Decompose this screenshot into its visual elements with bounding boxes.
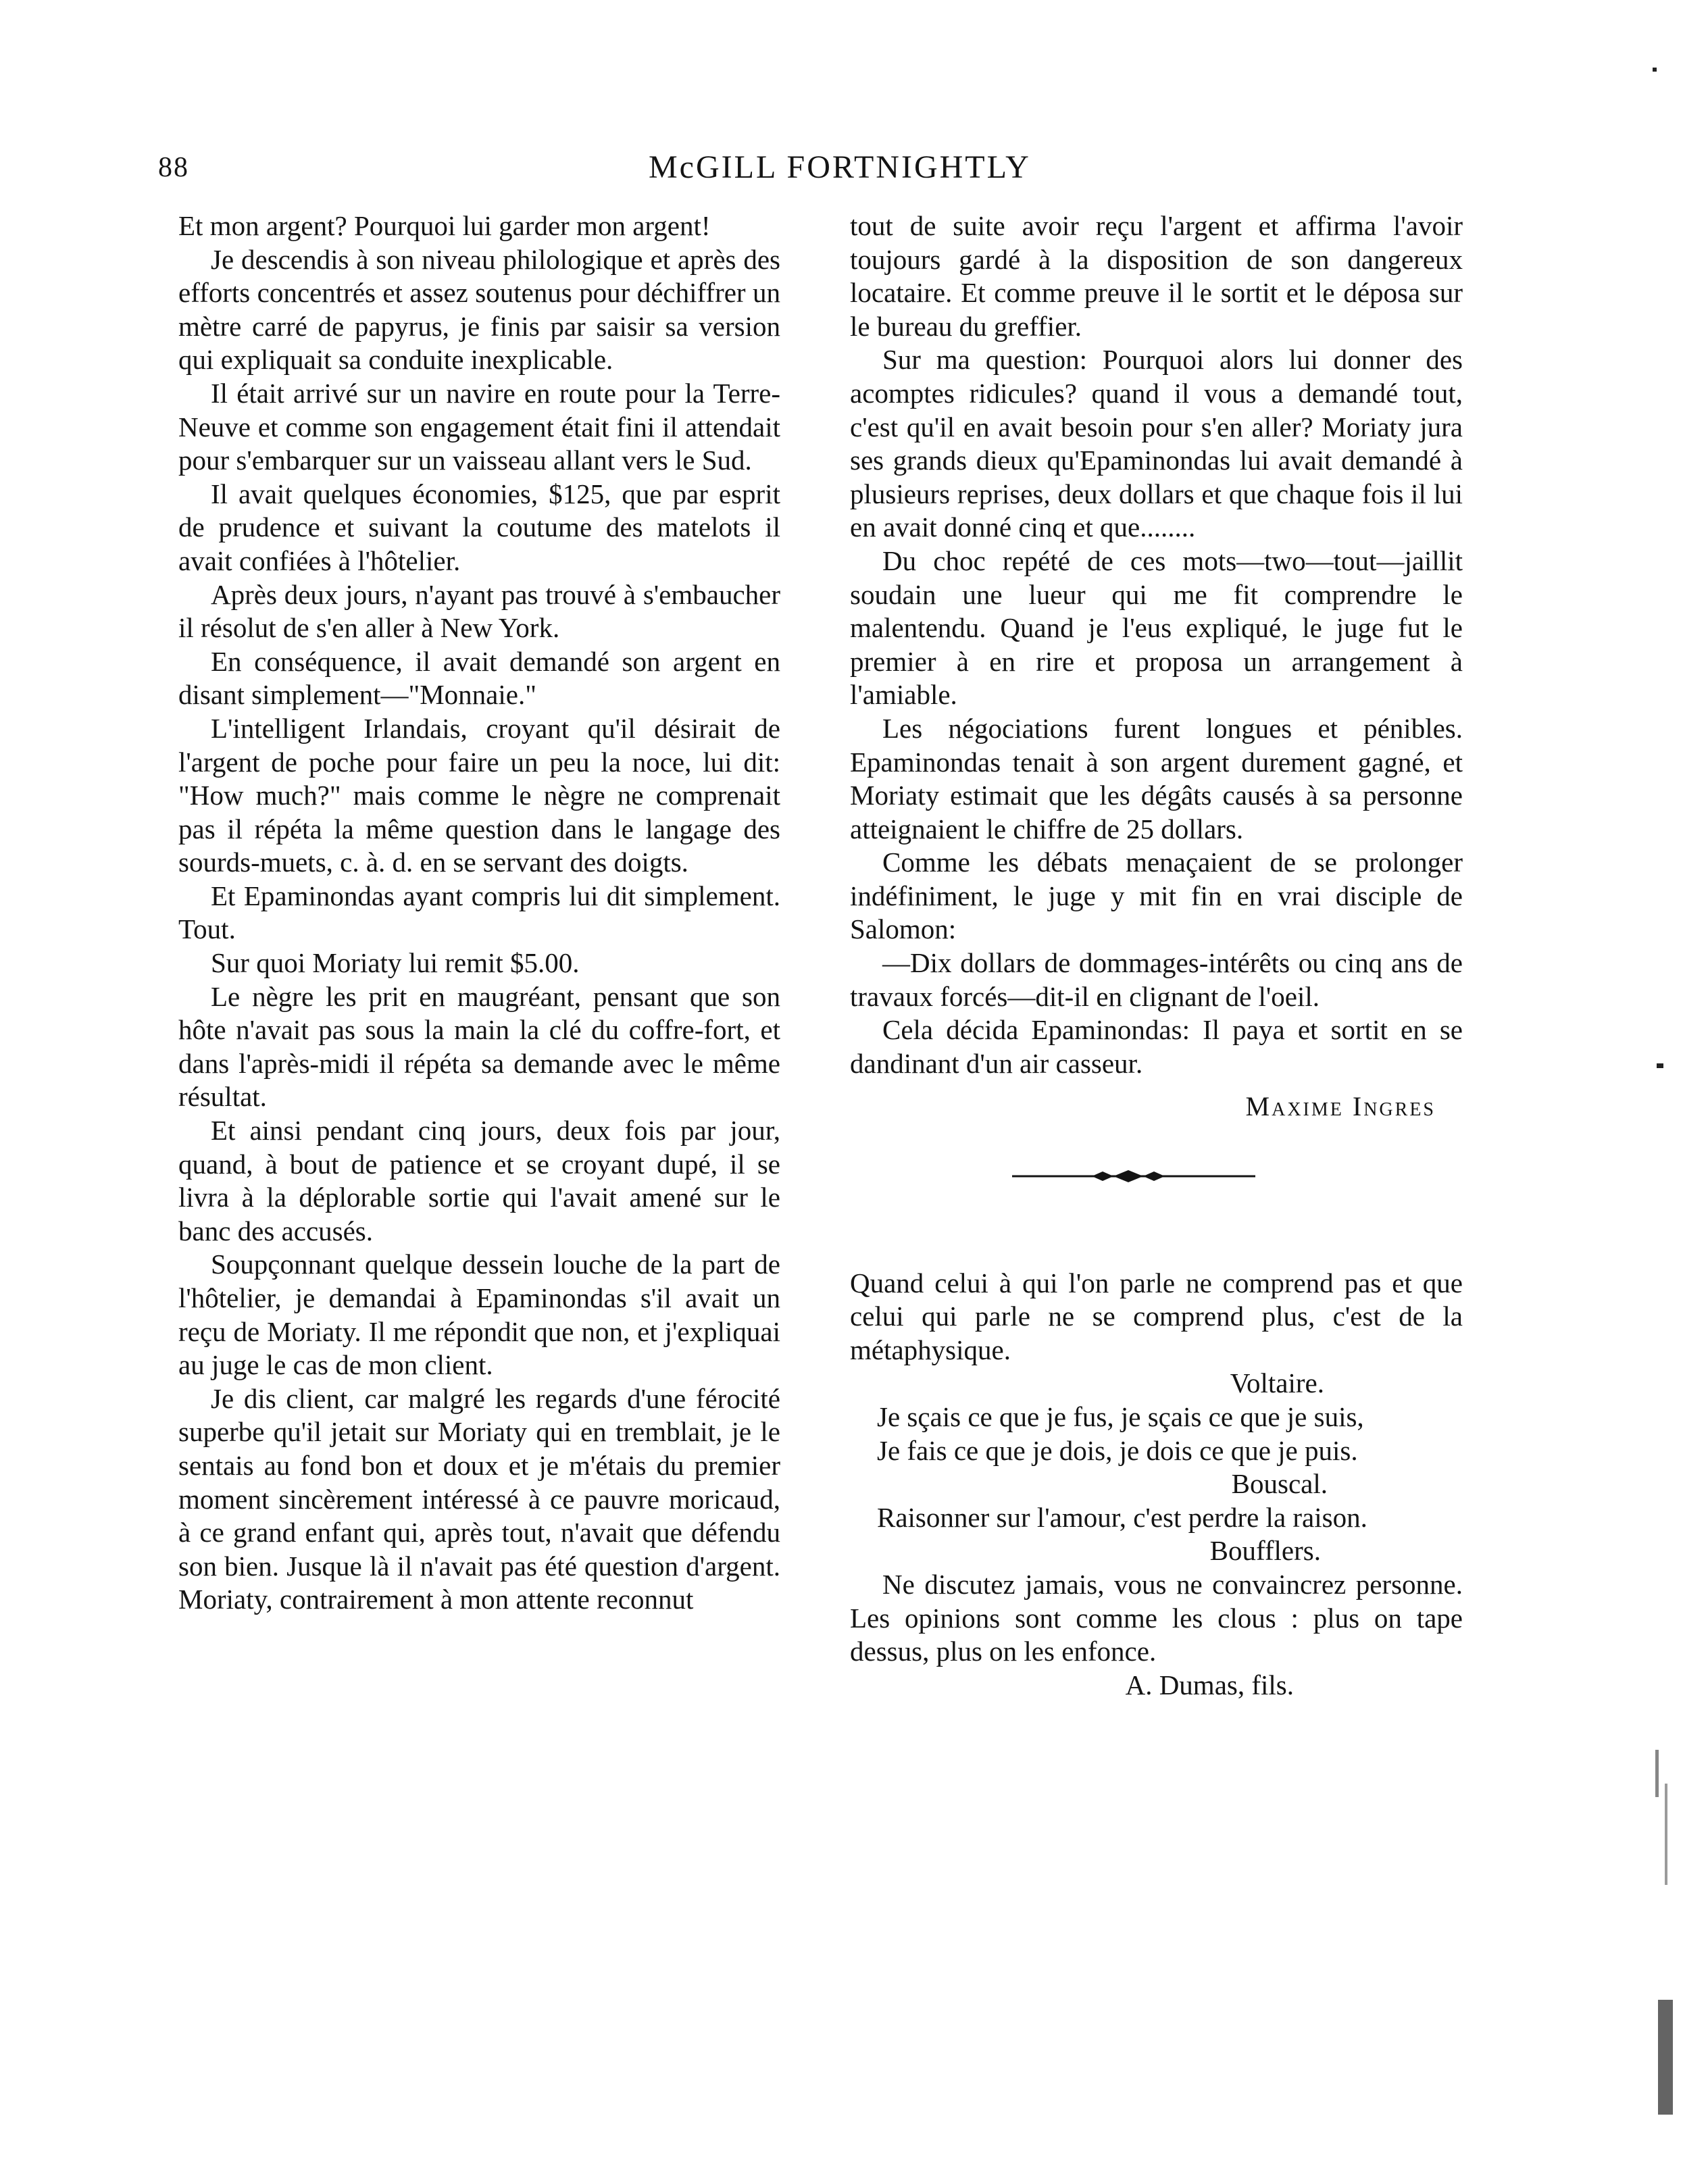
quotation-attribution: Boufflers. [1209, 1535, 1321, 1567]
paragraph: Sur ma question: Pourquoi alors lui donner des acomptes ridicules? quand il vous a demandé tout, c'est qu'il en avait besoin pour s'en aller? Moriaty jura ses grands dieux qu'Epaminondas lui avait demandé à plusieurs reprises, deux dollars et que chaque fois il lui en avait donné cinq et que........ [850, 344, 1463, 543]
quotation: Quand celui à qui l'on parle ne comprend pas et que celui qui parle ne se comprend plus, c'est de la métaphysique. [850, 1267, 1463, 1365]
left-column [178, 209, 780, 1617]
paragraph: tout de suite avoir reçu l'argent et affirma l'avoir toujours gardé à la disposition de son dangereux locataire. Et comme preuve il le sortit et le déposa sur le bureau du greffier. [850, 210, 1463, 342]
quotation-attribution: Bouscal. [1231, 1468, 1328, 1500]
paragraph: En conséquence, il avait demandé son argent en disant simplement—"Monnaie." [178, 645, 780, 711]
verse-line: Raisonner sur l'amour, c'est perdre la raison. [877, 1501, 1367, 1533]
verse-line: Je sçais ce que je fus, je sçais ce que je suis, [877, 1401, 1364, 1432]
author-signature: Maxime Ingres [1245, 1091, 1436, 1122]
paragraph: Il était arrivé sur un navire en route pour la Terre-Neuve et comme son engagement était fini il attendait pour s'embarquer sur un vaisseau allant vers le Sud. [178, 377, 780, 476]
paragraph: Cela décida Epaminondas: Il paya et sortit en se dandinant d'un air casseur. [850, 1014, 1463, 1079]
paragraph: Après deux jours, n'ayant pas trouvé à s'embaucher il résolut de s'en aller à New York. [178, 578, 780, 644]
right-column [850, 209, 1463, 1702]
paragraph: L'intelligent Irlandais, croyant qu'il désirait de l'argent de poche pour faire un peu la noce, lui dit: "How much?" mais comme le nègre ne comprenait pas il répéta la même question dans le langage des sourds-muets, c. à. d. en se servant des doigts. [178, 712, 780, 878]
scan-speck [1658, 2000, 1673, 2115]
paragraph: Je dis client, car malgré les regards d'une férocité superbe qu'il jetait sur Moriaty qui en tremblait, je le sentais au fond bon et doux et je m'étais du premier moment sincèrement intéressé à ce pauvre moricaud, à ce grand enfant qui, après tout, n'avait que défendu son bien. Jusque là il n'avait pas été question d'argent. Moriaty, contrairement à mon attente reconnut [178, 1382, 780, 1615]
scan-speck [1665, 1784, 1667, 1885]
verse-line: Je fais ce que je dois, je dois ce que je puis. [877, 1434, 1358, 1466]
paragraph: Il avait quelques économies, $125, que par esprit de prudence et suivant la coutume des matelots il avait confiées à l'hôtelier. [178, 478, 780, 576]
quotation-attribution: A. Dumas, fils. [1125, 1669, 1294, 1700]
scan-speck [1653, 68, 1657, 72]
ornament-divider-icon [1012, 1168, 1255, 1184]
paragraph: Les négociations furent longues et pénibles. Epaminondas tenait à son argent durement gagné, et Moriaty estimait que les dégâts causés à sa personne atteignaient le chiffre de 25 dollars. [850, 712, 1463, 844]
paragraph: Comme les débats menaçaient de se prolonger indéfiniment, le juge y mit fin en vrai disciple de Salomon: [850, 847, 1463, 945]
scan-speck [1657, 1063, 1663, 1068]
paragraph: Le nègre les prit en maugréant, pensant que son hôte n'avait pas sous la main la clé du coffre-fort, et dans l'après-midi il répéta sa demande avec le même résultat. [178, 980, 780, 1113]
paragraph: Et Epaminondas ayant compris lui dit simplement. Tout. [178, 880, 780, 945]
page-number: 88 [158, 152, 189, 183]
paragraph: Soupçonnant quelque dessein louche de la part de l'hôtelier, je demandai à Epaminondas s'il avait un reçu de Moriaty. Il me répondit que non, et j'expliquai au juge le cas de mon client. [178, 1249, 780, 1381]
scan-speck [1655, 1750, 1659, 1797]
paragraph: Et mon argent? Pourquoi lui garder mon argent! [178, 210, 711, 241]
paragraph: Je descendis à son niveau philologique et après des efforts concentrés et assez soutenus pour déchiffrer un mètre carré de papyrus, je finis par saisir sa version qui expliquait sa conduite inexplicable. [178, 243, 780, 376]
paragraph: Du choc repété de ces mots—two—tout—jaillit soudain une lueur qui me fit comprendre le malentendu. Quand je l'eus expliqué, le juge fut le premier à en rire et proposa un arrangement à l'amiable. [850, 545, 1463, 711]
quotation-attribution: Voltaire. [1230, 1367, 1324, 1399]
paragraph: —Dix dollars de dommages-intérêts ou cinq ans de travaux forcés—dit-il en clignant de l'oeil. [850, 947, 1463, 1012]
paragraph: Et ainsi pendant cinq jours, deux fois par jour, quand, à bout de patience et se croyant dupé, il se livra à la déplorable sortie qui l'avait amené sur le banc des accusés. [178, 1115, 780, 1246]
quotation: Ne discutez jamais, vous ne convaincrez personne. Les opinions sont comme les clous : plus on tape dessus, plus on les enfonce. [850, 1568, 1463, 1667]
running-head-title: McGILL FORTNIGHTLY [649, 149, 1031, 185]
paragraph: Sur quoi Moriaty lui remit $5.00. [211, 947, 580, 979]
